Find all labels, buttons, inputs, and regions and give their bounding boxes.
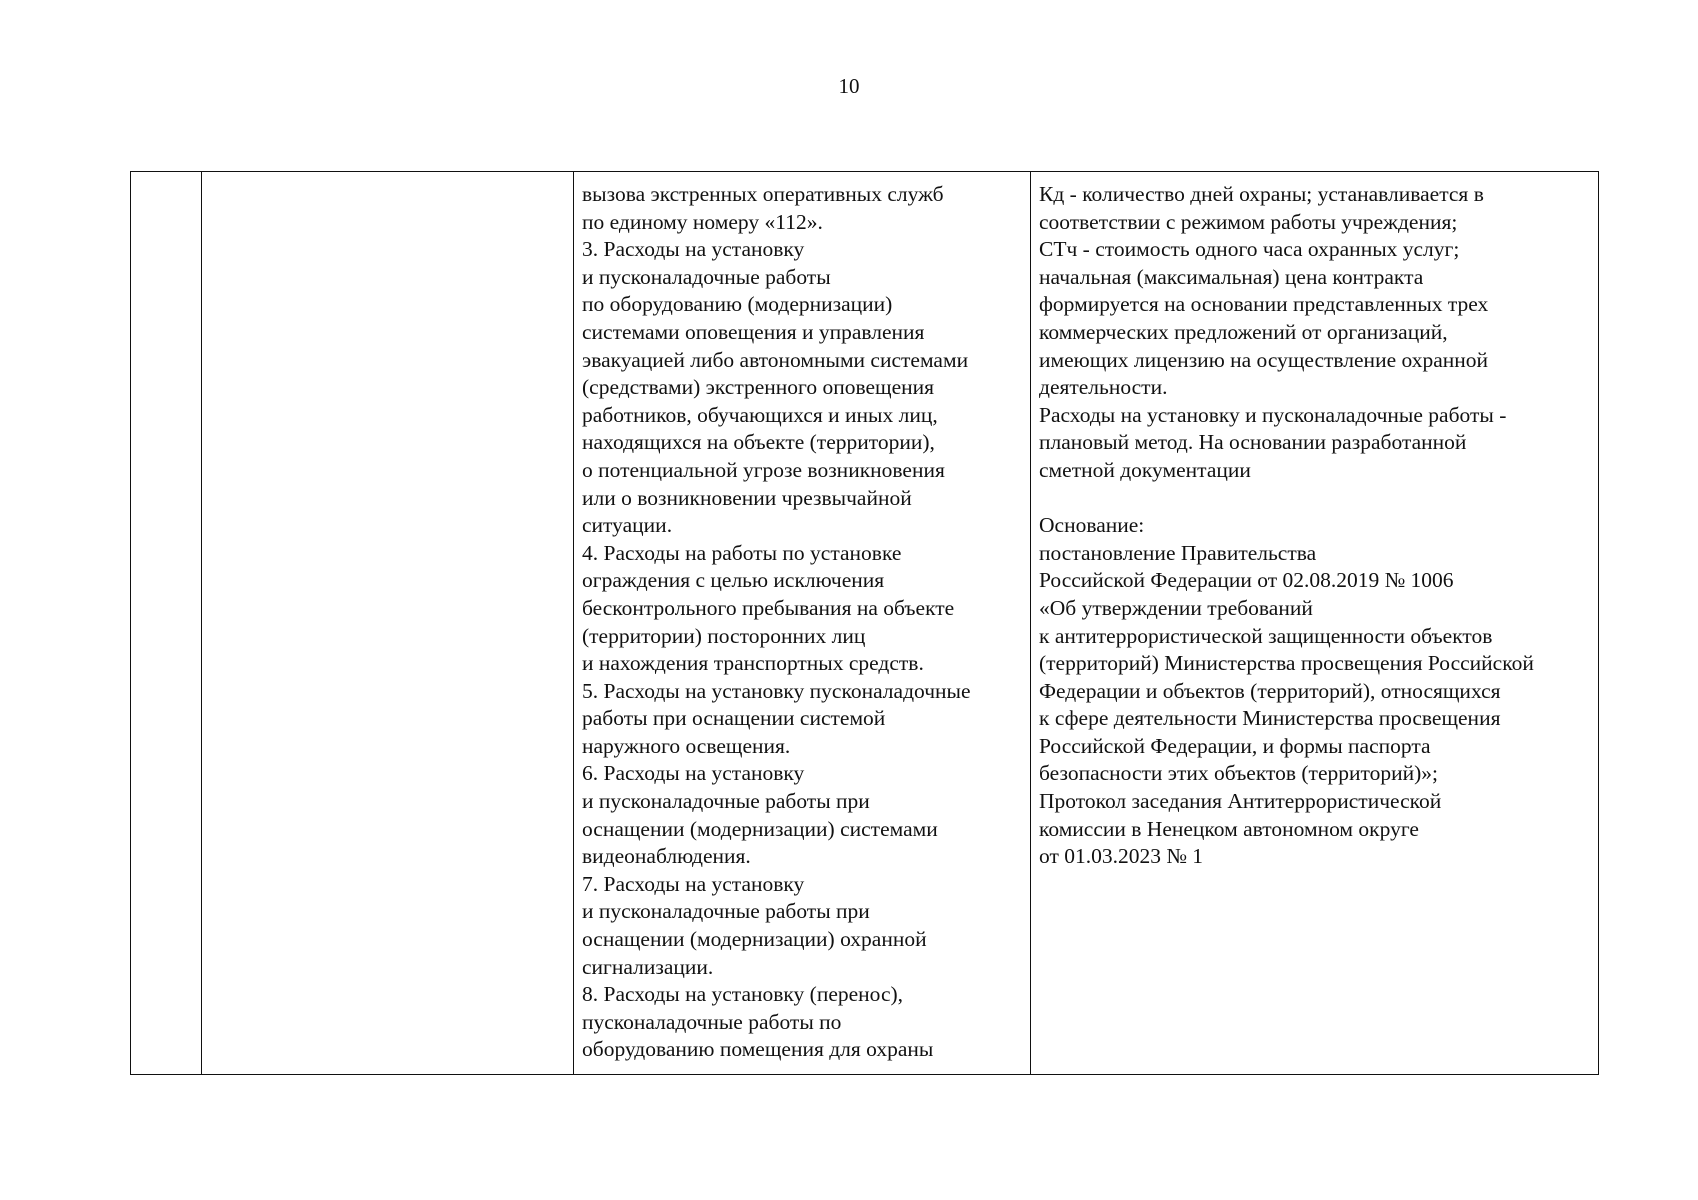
text-line: Кд - количество дней охраны; устанавливается в [1039,182,1484,206]
column-divider-2 [573,172,574,1074]
text-line: формируется на основании представленных трех [1039,292,1489,317]
text-line: эвакуацией либо автономными системами [582,347,969,372]
text-line: имеющих лицензию на осуществление охранной [1039,347,1489,372]
text-line: находящихся на объекте (территории), [582,430,935,455]
text-line: (территорий) Министерства просвещения Российской [1039,651,1534,676]
table-cell-calculation-method [1039,181,1534,871]
text-line: сигнализации. [582,954,714,979]
text-line: 8. Расходы на установку (перенос), [582,982,904,1007]
text-line: по оборудованию (модернизации) [582,292,893,317]
text-line: Российской Федерации от 02.08.2019 № 1006 [1039,568,1454,593]
text-line: пусконаладочные работы по [582,1009,842,1034]
text-line: оборудованию помещения для охраны [582,1037,934,1062]
text-line: «Об утверждении требований [1039,595,1313,620]
text-line: 7. Расходы на установку [582,871,805,896]
text-line: и нахождения транспортных средств. [582,651,924,676]
text-line: от 01.03.2023 № 1 [1039,844,1204,869]
text-line: 6. Расходы на установку [582,761,805,786]
text-line: бесконтрольного пребывания на объекте [582,595,955,620]
text-line: оснащении (модернизации) охранной [582,927,927,952]
text-line: плановый метод. На основании разработанной [1039,430,1467,455]
text-line [1039,485,1534,513]
text-line: и пусконаладочные работы при [582,899,870,924]
text-line: о потенциальной угрозе возникновения [582,457,945,482]
text-line: видеонаблюдения. [582,844,751,869]
text-line: работы при оснащении системой [582,706,886,731]
text-line: Основание: [1039,513,1145,538]
text-line: комиссии в Ненецком автономном округе [1039,816,1419,841]
text-line: (территории) посторонних лиц [582,623,866,648]
text-line: Федерации и объектов (территорий), относящихся [1039,678,1501,703]
text-line: системами оповещения и управления [582,319,925,344]
column-divider-3 [1030,172,1031,1074]
text-line: или о возникновении чрезвычайной [582,485,912,510]
text-line: ограждения с целью исключения [582,568,885,593]
text-line: оснащении (модернизации) системами [582,816,938,841]
text-line: работников, обучающихся и иных лиц, [582,402,938,427]
text-line: деятельности. [1039,375,1168,400]
column-divider-1 [201,172,202,1074]
text-line: наружного освещения. [582,733,791,758]
text-line: (средствами) экстренного оповещения [582,375,935,400]
text-line: начальная (максимальная) цена контракта [1039,264,1424,289]
text-line: сметной документации [1039,457,1251,482]
text-line: 5. Расходы на установку пусконаладочные [582,678,971,703]
document-table [130,171,1599,1075]
text-line: и пусконаладочные работы [582,264,831,289]
text-line: к сфере деятельности Министерства просвещения [1039,706,1501,731]
text-line: Расходы на установку и пусконаладочные работы - [1039,402,1507,427]
text-line: 4. Расходы на работы по установке [582,540,902,565]
text-line: Протокол заседания Антитеррористической [1039,789,1442,814]
text-line: постановление Правительства [1039,540,1317,565]
text-line: вызова экстренных оперативных служб [582,182,944,206]
text-line: и пусконаладочные работы при [582,789,870,814]
text-line: соответствии с режимом работы учреждения; [1039,209,1458,234]
page-number: 10 [838,74,860,98]
text-line: СТч - стоимость одного часа охранных услуг; [1039,237,1460,262]
text-line: ситуации. [582,513,673,538]
text-line: к антитеррористической защищенности объектов [1039,623,1493,648]
text-line: по единому номеру «112». [582,209,823,234]
text-line: безопасности этих объектов (территорий)»; [1039,761,1439,786]
text-line: Российской Федерации, и формы паспорта [1039,733,1431,758]
table-cell-expense-items [582,181,971,1064]
text-line: коммерческих предложений от организаций, [1039,319,1448,344]
text-line: 3. Расходы на установку [582,237,805,262]
